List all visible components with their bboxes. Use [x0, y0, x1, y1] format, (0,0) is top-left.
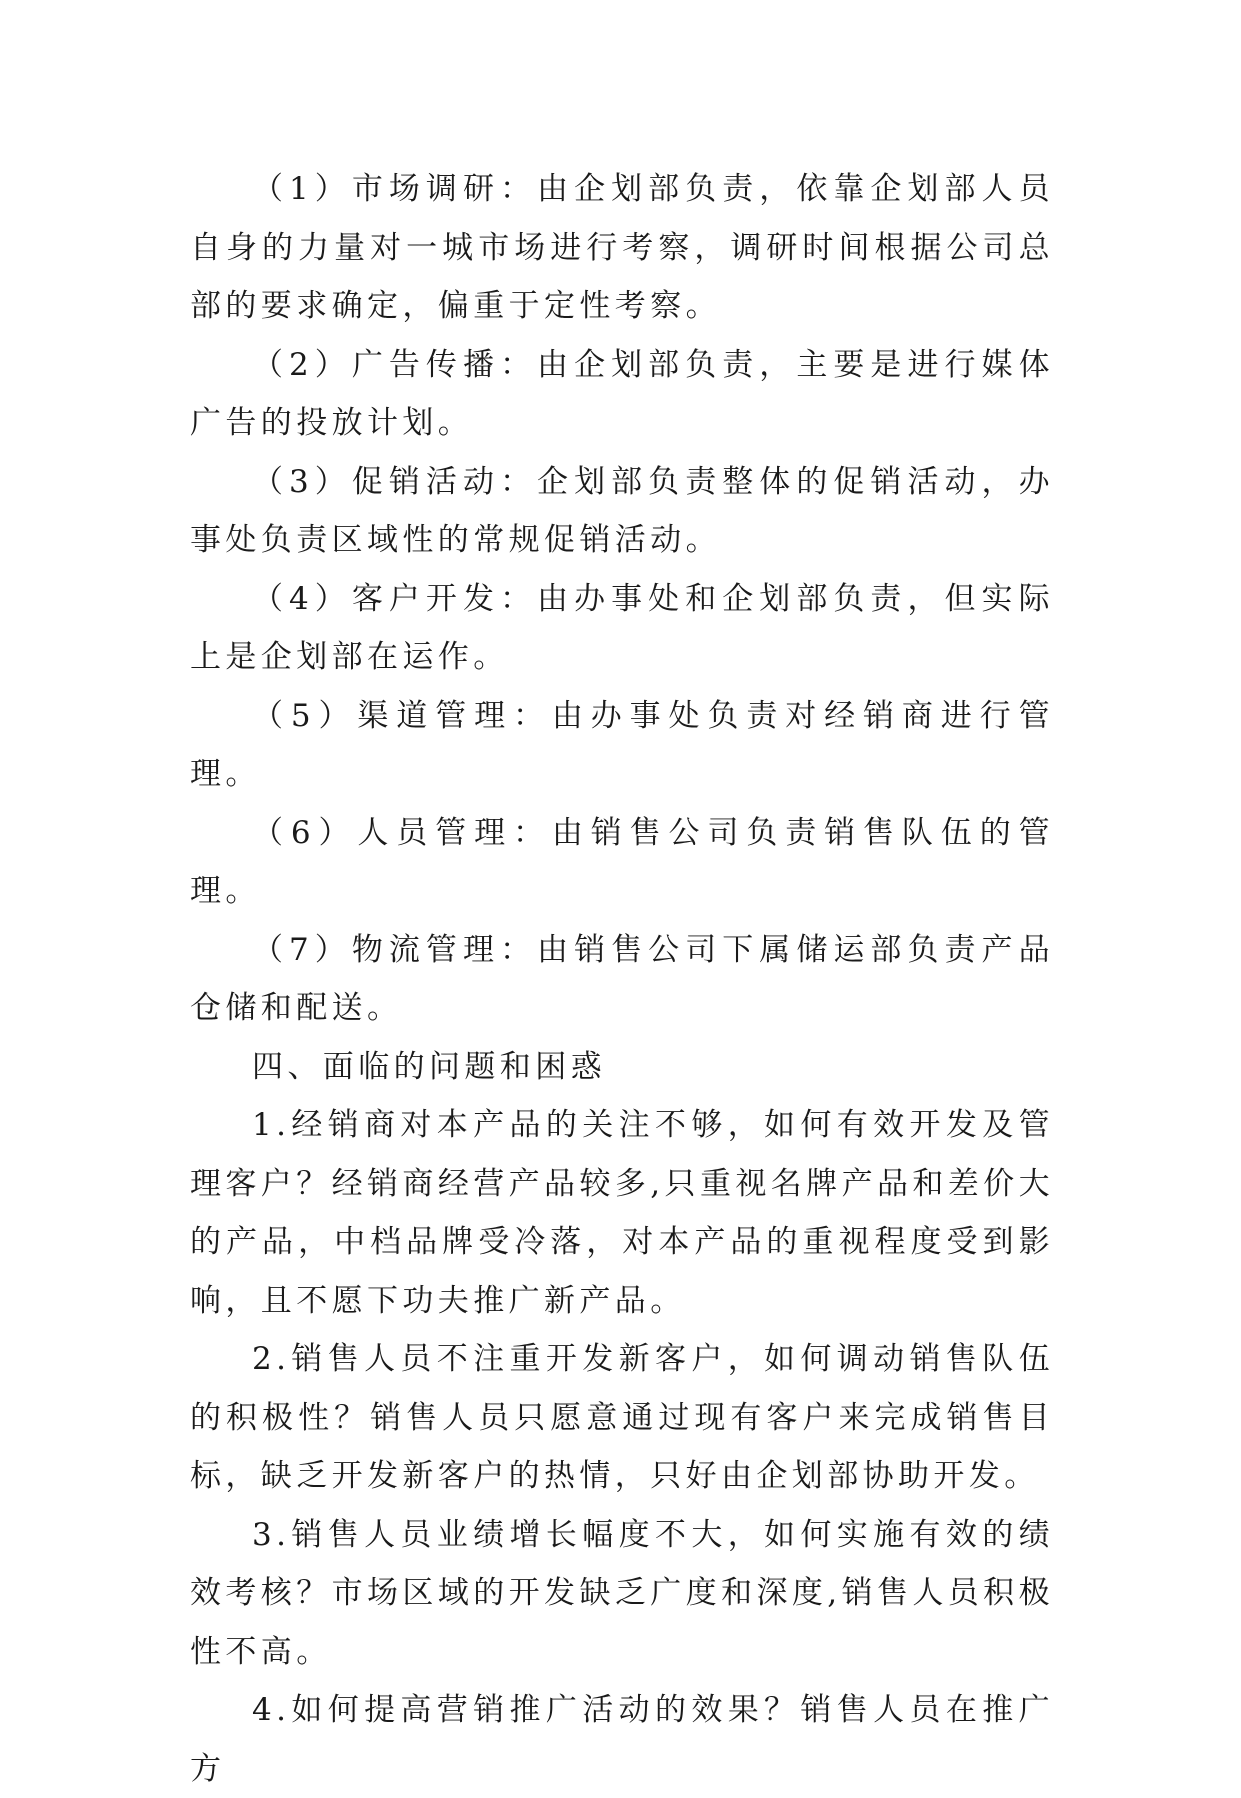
paragraph-customer-development: （4）客户开发：由办事处和企划部负责，但实际上是企划部在运作。 — [190, 580, 1054, 675]
paragraph-problem-2: 2.销售人员不注重开发新客户，如何调动销售队伍的积极性？销售人员只愿意通过现有客户来完成销售目标，缺乏开发新客户的热情，只好由企划部协助开发。 — [190, 1341, 1054, 1494]
paragraph-market-research: （1）市场调研：由企划部负责，依靠企划部人员自身的力量对一城市场进行考察，调研时间根据公司总部的要求确定，偏重于定性考察。 — [190, 171, 1054, 324]
paragraph-problem-3: 3.销售人员业绩增长幅度不大，如何实施有效的绩效考核？市场区域的开发缺乏广度和深度,销售人员积极性不高。 — [190, 1516, 1054, 1670]
paragraph-personnel-management: （6）人员管理：由销售公司负责销售队伍的管理。 — [190, 814, 1054, 909]
section-heading-problems: 四、面临的问题和困惑 — [252, 1048, 606, 1085]
paragraph-logistics-management: （7）物流管理：由销售公司下属储运部负责产品仓储和配送。 — [190, 931, 1054, 1026]
paragraph-promotion: （3）促销活动：企划部负责整体的促销活动，办事处负责区域性的常规促销活动。 — [190, 463, 1054, 558]
document-body — [190, 160, 1054, 1798]
paragraph-problem-4: 4.如何提高营销推广活动的效果？销售人员在推广方 — [190, 1692, 1054, 1787]
paragraph-problem-1: 1.经销商对本产品的关注不够，如何有效开发及管理客户？经销商经营产品较多,只重视名牌产品和差价大的产品，中档品牌受冷落，对本产品的重视程度受到影响，且不愿下功夫推广新产品。 — [190, 1107, 1054, 1319]
paragraph-channel-management: （5）渠道管理：由办事处负责对经销商进行管理。 — [190, 697, 1054, 792]
paragraph-advertising: （2）广告传播：由企划部负责，主要是进行媒体广告的投放计划。 — [190, 346, 1054, 441]
